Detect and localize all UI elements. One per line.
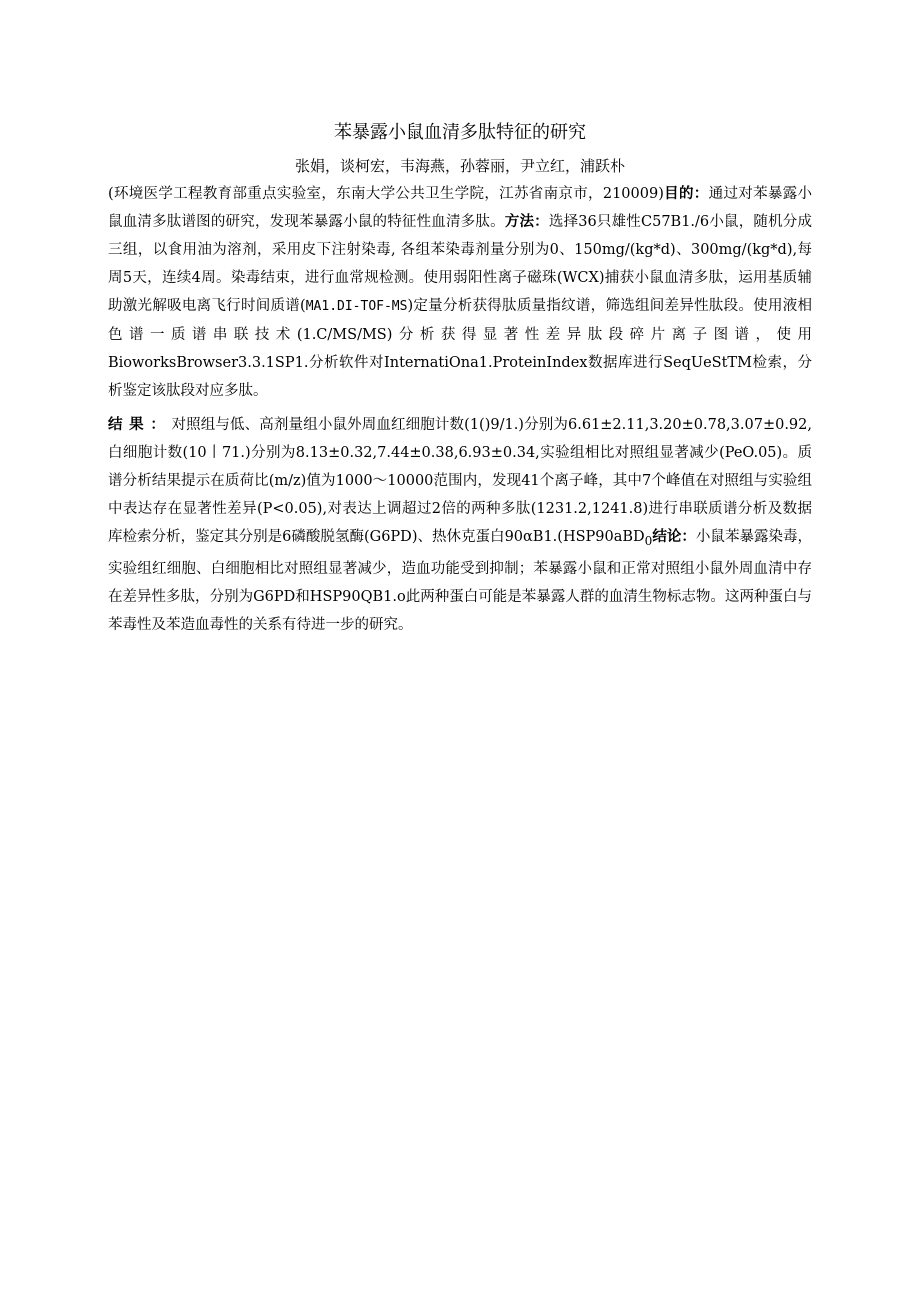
conclusion-text: 小鼠苯暴露染毒，实验组红细胞、白细胞相比对照组显著减少，造血功能受到抑制；苯暴露小鼠和正常对照组小鼠外周血清中存在差异性多肽，分别为G6PD和HSP90QB1.o此两种蛋白可能是苯暴露人群的血清生物标志物。这两种蛋白与苯毒性及苯造血毒性的关系有待进一步的研究。 xyxy=(108,529,813,633)
author-list: 张娟，谈柯宏，韦海燕，孙蓉丽，尹立红，浦跃朴 xyxy=(294,157,625,175)
results-label: 结果： xyxy=(108,417,172,433)
paper-title: 苯暴露小鼠血清多肽特征的研究 xyxy=(334,122,586,143)
affiliation: (环境医学工程教育部重点实验室，东南大学公共卫生学院，江苏省南京市，210009) xyxy=(108,186,664,202)
methods-label: 方法： xyxy=(504,214,549,230)
methods-text-1: 选择36只雄性C57B1./6小鼠，随机分成三组，以食用油为溶剂，采用皮下注射染毒, 各组苯染毒剂量分别为0、150mg/(kg*d)、300mg/(kg*d),每周5天，连续4周。染毒结束，进行血常规检测。使用弱阳性离子磁珠(WCX)捕获小鼠血清多肽，运用基质辅助激光解吸电离飞行时间质谱( xyxy=(108,214,813,314)
results-text: 对照组与低、高剂量组小鼠外周血红细胞计数(1()9/1.)分别为6.61±2.11,3.20±0.78,3.07±0.92,白细胞计数(10丨71.)分别为8.13±0.32,7.44±0.38,6.93±0.34,实验组相比对照组显著减少(PeO.05)。质谱分析结果提示在质荷比(m/z)值为1000～10000范围内，发现41个离子峰，其中7个峰值在对照组与实验组中表达存在显著性差异(P<0.05),对表达上调超过2倍的两种多肽(1231.2,1241.8)进行串联质谱分析及数据库检索分析，鉴定其分别是6磷酸脱氢酶(G6PD)、热休克蛋白90αB1.(HSP90aBD xyxy=(108,417,812,545)
abstract-methods-paragraph xyxy=(108,180,812,405)
abstract-results-paragraph xyxy=(108,411,812,639)
conclusion-label: 结论： xyxy=(652,529,696,545)
objective-label: 目的： xyxy=(663,186,709,202)
methods-technique-code: MA1.DI-TOF-MS xyxy=(305,299,408,314)
methods-text-2: )定量分析获得肽质量指纹谱，筛选组间差异性肽段。使用液相色谱一质谱串联技术(1.C/MS/MS)分析获得显著性差异肽段碎片离子图谱，使用BioworksBrowser3.3.1SP1.分析软件对InternatiOna1.ProteinIndex数据库进行SeqUeStTM检索，分析鉴定该肽段对应多肽。 xyxy=(108,298,813,399)
objective-text: 通过对苯暴露小鼠血清多肽谱图的研究，发现苯暴露小鼠的特征性血清多肽。 xyxy=(108,186,813,230)
results-subscript: 0 xyxy=(644,533,653,548)
